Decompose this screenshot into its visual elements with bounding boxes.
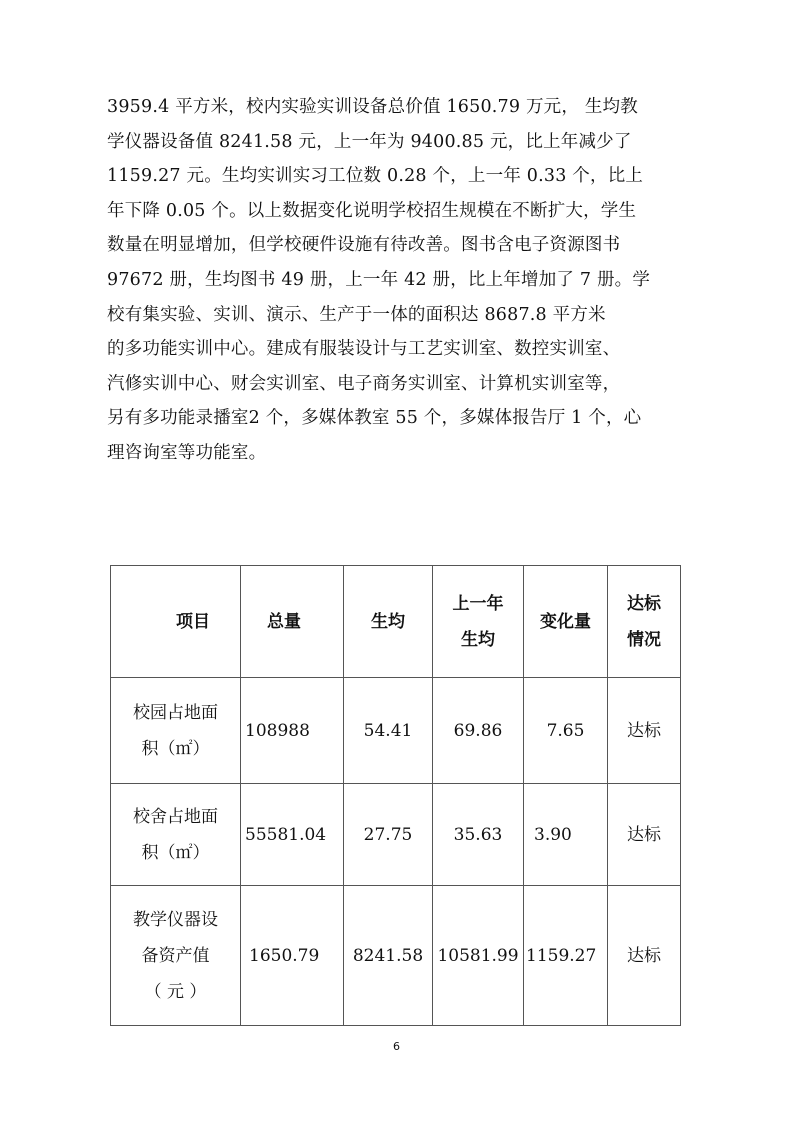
paragraph-line: 另有多功能录播室2 个，多媒体教室 55 个，多媒体报告厅 1 个，心 <box>107 408 642 429</box>
row-change: 1159.27 <box>524 886 608 1026</box>
paragraph-line: 1159.27 元。生均实训实习工位数 0.28 个，上一年 0.33 个，比上 <box>107 166 644 187</box>
row-item <box>111 784 241 886</box>
row-item-line: 教学仪器设 <box>133 909 218 930</box>
row-change: 3.90 <box>524 784 608 886</box>
header-status <box>608 566 681 678</box>
paragraph-line: 的多功能实训中心。建成有服装设计与工艺实训室、数控实训室、 <box>107 339 621 360</box>
row-item-line: 校舍占地面 <box>133 806 218 827</box>
row-per-student: 8241.58 <box>344 886 433 1026</box>
table-row <box>111 678 681 784</box>
row-status: 达标 <box>608 784 681 886</box>
facilities-table <box>110 565 681 1026</box>
paragraph-line: 年下降 0.05 个。以上数据变化说明学校招生规模在不断扩大，学生 <box>107 200 637 221</box>
row-per-student: 54.41 <box>344 678 433 784</box>
paragraph-line: 97672 册，生均图书 49 册，上一年 42 册，比上年增加了 7 册。学 <box>107 269 651 290</box>
table-row <box>111 784 681 886</box>
row-item-line: （ 元 ） <box>144 981 207 1002</box>
paragraph-line: 学仪器设备值 8241.58 元，上一年为 9400.85 元，比上年减少了 <box>107 131 632 152</box>
paragraph-line: 汽修实训中心、财会实训室、电子商务实训室、计算机实训室等， <box>107 373 621 394</box>
row-item <box>111 678 241 784</box>
row-item-line: 积（㎡） <box>141 738 210 759</box>
header-prev-year <box>433 566 524 678</box>
page-number: 6 <box>393 1040 400 1053</box>
row-prev: 10581.99 <box>433 886 524 1026</box>
paragraph-line: 校有集实验、实训、演示、生产于一体的面积达 8687.8 平方米 <box>107 304 606 325</box>
row-total: 55581.04 <box>241 784 344 886</box>
header-per-student: 生均 <box>344 566 433 678</box>
header-change: 变化量 <box>524 566 608 678</box>
body-paragraph <box>107 90 687 471</box>
row-item-line: 校园占地面 <box>133 702 218 723</box>
header-prev-year-line2: 生均 <box>461 629 495 650</box>
row-item-line: 积（㎡） <box>141 842 210 863</box>
row-prev: 69.86 <box>433 678 524 784</box>
row-prev: 35.63 <box>433 784 524 886</box>
paragraph-line: 3959.4 平方米，校内实验实训设备总价值 1650.79 万元， 生均教 <box>107 97 638 117</box>
table-header-row <box>111 566 681 678</box>
table-row <box>111 886 681 1026</box>
paragraph-line: 数量在明显增加，但学校硬件设施有待改善。图书含电子资源图书 <box>107 235 621 256</box>
row-total: 108988 <box>241 678 344 784</box>
row-status: 达标 <box>608 678 681 784</box>
row-change: 7.65 <box>524 678 608 784</box>
row-item-line: 备资产值 <box>141 945 210 966</box>
header-total: 总量 <box>241 566 344 678</box>
paragraph-line: 理咨询室等功能室。 <box>107 442 267 463</box>
row-total: 1650.79 <box>241 886 344 1026</box>
row-item <box>111 886 241 1026</box>
header-prev-year-line1: 上一年 <box>452 593 504 614</box>
header-item: 项目 <box>111 566 241 678</box>
header-status-line2: 情况 <box>627 629 661 650</box>
header-status-line1: 达标 <box>627 593 661 614</box>
row-status: 达标 <box>608 886 681 1026</box>
row-per-student: 27.75 <box>344 784 433 886</box>
